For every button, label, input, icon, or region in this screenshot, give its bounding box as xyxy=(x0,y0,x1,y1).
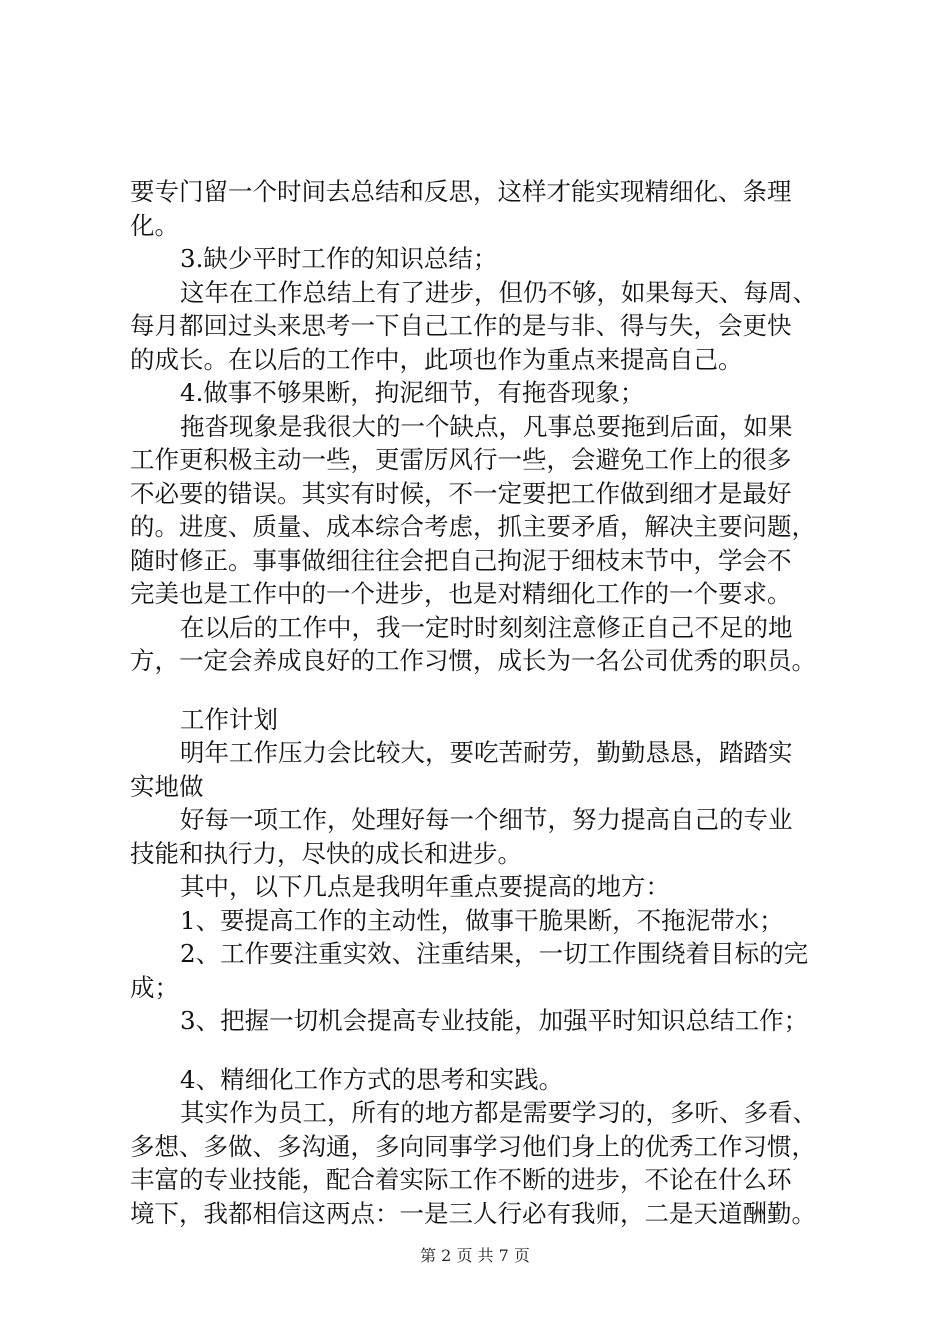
text-line: 技能和执行力，尽快的成长和进步。 xyxy=(130,838,522,868)
text-line: 每月都回过头来思考一下自己工作的是与非、得与失，会更快 xyxy=(130,311,792,340)
document-body xyxy=(130,175,860,1230)
text-line: 的。进度、质量、成本综合考虑，抓主要矛盾，解决主要问题， xyxy=(130,512,816,541)
text-line: 方，一定会养成良好的工作习惯，成长为一名公司优秀的职员。 xyxy=(130,646,816,675)
text-line: 拖沓现象是我很大的一个缺点，凡事总要拖到后面，如果 xyxy=(180,411,793,441)
list-item: 2、工作要注重实效、注重结果，一切工作围绕着目标的完 xyxy=(180,939,809,968)
text-line: 实地做 xyxy=(130,771,204,801)
text-line: 好每一项工作，处理好每一个细节，努力提高自己的专业 xyxy=(180,805,793,834)
text-line: 丰富的专业技能，配合着实际工作不断的进步，不论在什么环 xyxy=(130,1165,792,1194)
text-line: 完美也是工作中的一个进步，也是对精细化工作的一个要求。 xyxy=(130,579,792,608)
text-line: 要专门留一个时间去总结和反思，这样才能实现精细化、条理 xyxy=(130,177,792,206)
page-number-footer: 第 2 页 共 7 页 xyxy=(420,1246,530,1265)
section-heading: 3.缺少平时工作的知识总结； xyxy=(180,244,498,273)
text-line: 随时修正。事事做细往往会把自己拘泥于细枝末节中，学会不 xyxy=(130,545,792,575)
text-line: 的成长。在以后的工作中，此项也作为重点来提高自己。 xyxy=(130,344,743,374)
list-item: 1、要提高工作的主动性，做事干脆果断，不拖泥带水； xyxy=(180,905,784,935)
text-line: 不必要的错误。其实有时候，不一定要把工作做到细才是最好 xyxy=(130,478,792,508)
blank-line xyxy=(130,678,860,703)
text-line: 工作更积极主动一些，更雷厉风行一些，会避免工作上的很多 xyxy=(130,445,792,474)
blank-line xyxy=(130,1038,860,1063)
list-item: 4、精细化工作方式的思考和实践。 xyxy=(180,1064,564,1094)
text-line: 这年在工作总结上有了进步，但仍不够，如果每天、每周、 xyxy=(180,277,817,307)
list-item: 3、把握一切机会提高专业技能，加强平时知识总结工作； xyxy=(180,1006,809,1035)
text-line: 在以后的工作中，我一定时时刻刻注意修正自己不足的地 xyxy=(180,612,793,642)
text-line: 其实作为员工，所有的地方都是需要学习的，多听、多看、 xyxy=(180,1098,817,1127)
text-line: 化。 xyxy=(130,210,179,240)
text-line: 境下，我都相信这两点：一是三人行必有我师，二是天道酬勤。 xyxy=(130,1198,816,1228)
text-line: 成； xyxy=(130,972,179,1002)
text-line: 明年工作压力会比较大，要吃苦耐劳，勤勤恳恳，踏踏实 xyxy=(180,738,793,767)
section-title: 工作计划 xyxy=(180,704,278,734)
text-line: 多想、多做、多沟通，多向同事学习他们身上的优秀工作习惯， xyxy=(130,1131,816,1161)
section-heading: 4.做事不够果断，拘泥细节，有拖沓现象； xyxy=(180,378,645,407)
text-line: 其中，以下几点是我明年重点要提高的地方： xyxy=(180,872,670,901)
